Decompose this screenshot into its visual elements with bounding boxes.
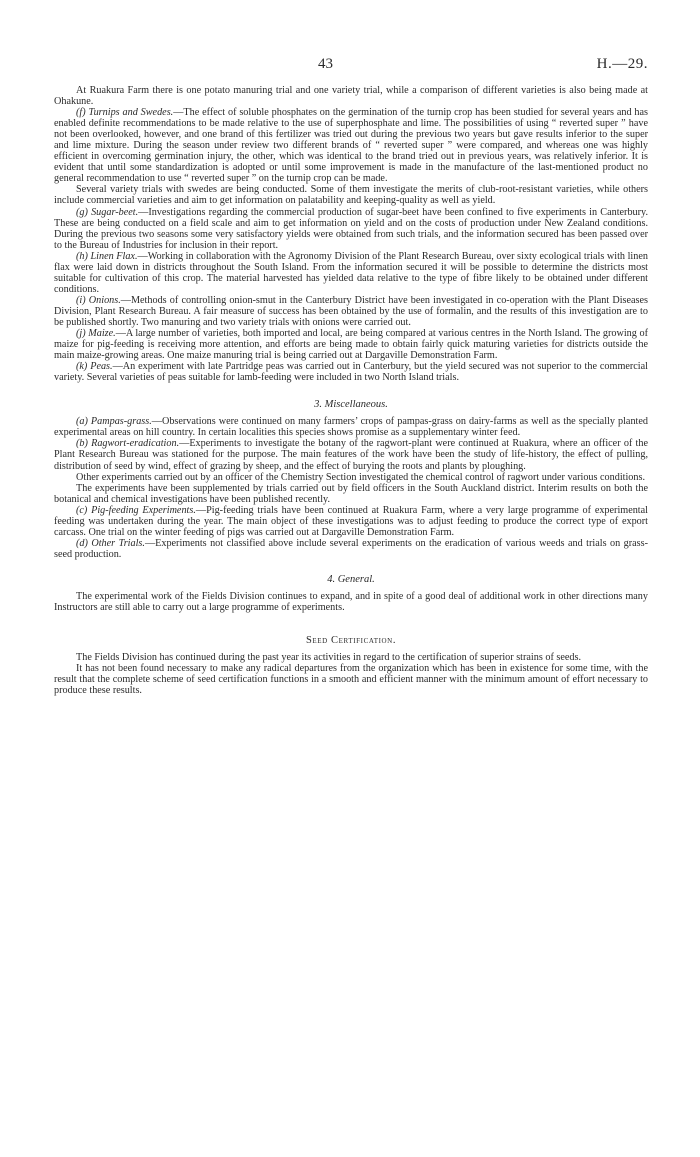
subsection-label: (b) Ragwort-eradication.: [76, 438, 180, 450]
paragraph-onions: (i) Onions.—Methods of controlling onion-smut in the Canterbury District have been investigated in co-operation with the Plant Diseases Division, Plant Research Bureau. A fair measure of success has been obtained by the use of formalin, and the results of this investigation are to be published shortly. Two manuring and two variety trials with onions were carried out.: [54, 294, 648, 328]
paragraph-other-trials: (d) Other Trials.—Experiments not classified above include several experiments on the eradication of various weeds and trials on grass-seed production.: [54, 537, 649, 560]
document-reference: H.—29.: [596, 56, 648, 72]
subsection-label: (i) Onions.: [76, 294, 121, 306]
subsection-label: (a) Pampas-grass.: [76, 416, 152, 428]
body-text: [54, 85, 648, 696]
paragraph-ragwort-chemical: Other experiments carried out by an officer of the Chemistry Section investigated the chemical control of ragwort under various conditions.: [76, 471, 646, 483]
paragraph-sugar-beet: (g) Sugar-beet.—Investigations regarding the commercial production of sugar-beet have been confined to five experiments in Canterbury. These are being conducted on a field scale and aim to get information on yield and on the costs of production under New Zealand conditions. During the previous two seasons some very satisfactory yields were obtained from such trials, and the information secured has been passed over to the Bureau of Industries for inclusion in their report.: [54, 206, 648, 251]
subsection-label: (c) Pig-feeding Experiments.: [76, 504, 196, 516]
paragraph-potato-trials: At Ruakura Farm there is one potato manuring trial and one variety trial, while a comparison of different varieties is also being made at Ohakune.: [54, 85, 648, 108]
page-number: 43: [318, 56, 333, 72]
subsection-label: (d) Other Trials.: [76, 537, 145, 549]
subsection-label: (f) Turnips and Swedes.: [76, 107, 174, 119]
paragraph-seed-certification-organization: It has not been found necessary to make any radical departures from the organization which has been in existence for some time, with the result that the complete scheme of seed certification functions in a smooth and efficient manner with the minimum amount of effort necessary to produce these results.: [54, 663, 648, 697]
section-heading-miscellaneous: 3. Miscellaneous.: [314, 399, 388, 411]
paragraph-turnips-swedes: (f) Turnips and Swedes.—The effect of soluble phosphates on the germination of the turnip crop has been studied for several years and has enabled definite recommendations to be made relative to the use of superphosphate and lime. The possibilities of using “ reverted super ” have not been overlooked, however, and one brand of this fertilizer was tried out during the previous two years but gave results inferior to the super and lime mixture. During the season under review two different brands of “ reverted super ” were compared, and whereas one was highly efficient in overcoming germination injury, the other, which was identical to the brand tried out in previous years, was relatively inferior. It is evident that until some standardization is adopted or until some improvement is made in the manufacture of the last-mentioned product no general recommendation to use “ reverted super ” on the turnip crop can be made.: [54, 107, 648, 185]
paragraph-peas: (k) Peas.—An experiment with late Partridge peas was carried out in Canterbury, but the yield secured was not superior to the commercial variety. Several varieties of peas suitable for lamb-feeding were included in two North Island trials.: [54, 361, 648, 384]
subsection-label: (g) Sugar-beet.: [76, 206, 139, 218]
paragraph-maize: (j) Maize.—A large number of varieties, both imported and local, are being compared at various centres in the North Island. The growing of maize for pig-feeding is receiving more attention, and efforts are being made to obtain fairly quick maturing varieties for districts outside the main maize-growing areas. One maize manuring trial is being carried out at Dargaville Demonstration Farm.: [54, 328, 648, 362]
paragraph-swede-variety-trials: Several variety trials with swedes are being conducted. Some of them investigate the merits of club-root-resistant varieties, while others include commercial varieties and aim to get information on palatability and keeping-quality as well as yield.: [54, 184, 648, 207]
paragraph-general: The experimental work of the Fields Division continues to expand, and in spite of a good deal of additional work in other directions many Instructors are still able to carry out a large programme of experiments.: [54, 590, 648, 614]
paragraph-pig-feeding: (c) Pig-feeding Experiments.—Pig-feeding trials have been continued at Ruakura Farm, where a very large programme of experimental feeding was undertaken during the year. The main object of these investigations was to adjust feeding to produce the correct type of export carcass. One trial on the winter feeding of pigs was carried out at Dargaville Demonstration Farm.: [54, 504, 648, 538]
paragraph-linen-flax: (h) Linen Flax.—Working in collaboration with the Agronomy Division of the Plant Research Bureau, over sixty ecological trials with linen flax were laid down in districts throughout the South Island. From the information secured it will be possible to determine the districts most suitable for cultivation of this crop. The material harvested has yielded data relative to the type of fibre likely to be obtained under different conditions.: [54, 250, 648, 295]
page-header: [0, 56, 700, 76]
subsection-label: (j) Maize.: [76, 328, 116, 340]
section-heading-seed-certification: Seed Certification.: [305, 635, 397, 647]
subsection-label: (h) Linen Flax.: [76, 250, 138, 262]
section-heading-general: 4. General.: [327, 573, 375, 585]
paragraph-ragwort-eradication: (b) Ragwort-eradication.—Experiments to investigate the botany of the ragwort-plant were continued at Ruakura, where an officer of the Plant Research Bureau was stationed for the purpose. The main features of the work have been the study of life-history, the effect of pulling, distribution of seed by wind, effect of grazing by sheep, and the effect of burying the roots and plants by ploughing.: [54, 438, 648, 472]
paragraph-pampas-grass: (a) Pampas-grass.—Observations were continued on many farmers’ crops of pampas-grass on dairy-farms as well as the specially planted experimental areas on hill country. In certain localities this species shows promise as a supplementary winter feed.: [54, 416, 648, 439]
paragraph-ragwort-field-trials: The experiments have been supplemented by trials carried out by field officers in the South Auckland district. Interim results on both the botanical and chemical investigations have been published recently.: [54, 482, 648, 505]
subsection-label: (k) Peas.: [76, 361, 113, 373]
paragraph-seed-certification-activities: The Fields Division has continued during the past year its activities in regard to the certification of superior strains of seeds.: [76, 652, 582, 664]
